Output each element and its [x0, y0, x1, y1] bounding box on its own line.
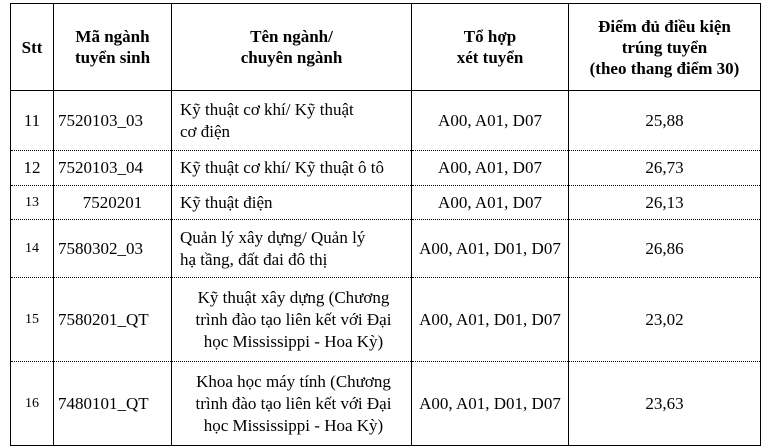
row-code: 7480101_QT: [54, 362, 172, 446]
header-code: Mã ngành tuyển sinh: [54, 4, 172, 91]
table-row: [11, 151, 761, 186]
row-name: Kỹ thuật cơ khí/ Kỹ thuật ô tô: [172, 151, 412, 186]
row-combo: A00, A01, D01, D07: [412, 362, 569, 446]
row-score: 26,73: [569, 151, 761, 186]
row-score: 25,88: [569, 91, 761, 151]
row-stt: 15: [11, 278, 54, 362]
row-code: 7580201_QT: [54, 278, 172, 362]
admission-score-table: [10, 3, 761, 446]
table-row: [11, 220, 761, 278]
row-code: 7520201: [54, 186, 172, 220]
row-combo: A00, A01, D07: [412, 186, 569, 220]
header-combo: Tổ hợp xét tuyển: [412, 4, 569, 91]
row-score: 26,13: [569, 186, 761, 220]
row-code: 7520103_04: [54, 151, 172, 186]
row-name: Kỹ thuật xây dựng (Chương trình đào tạo liên kết với Đại học Mississippi - Hoa Kỳ): [172, 278, 412, 362]
row-name: Kỹ thuật cơ khí/ Kỹ thuật cơ điện: [172, 91, 412, 151]
row-stt: 12: [11, 151, 54, 186]
row-combo: A00, A01, D07: [412, 91, 569, 151]
row-combo: A00, A01, D07: [412, 151, 569, 186]
row-name: Quản lý xây dựng/ Quản lý hạ tầng, đất đai đô thị: [172, 220, 412, 278]
row-name: Khoa học máy tính (Chương trình đào tạo liên kết với Đại học Mississippi - Hoa Kỳ): [172, 362, 412, 446]
row-stt: 13: [11, 186, 54, 220]
row-combo: A00, A01, D01, D07: [412, 220, 569, 278]
table-row: [11, 278, 761, 362]
table-row: [11, 91, 761, 151]
header-stt: Stt: [11, 4, 54, 91]
row-score: 23,63: [569, 362, 761, 446]
table-row: [11, 362, 761, 446]
row-score: 23,02: [569, 278, 761, 362]
row-stt: 16: [11, 362, 54, 446]
row-code: 7520103_03: [54, 91, 172, 151]
header-name: Tên ngành/ chuyên ngành: [172, 4, 412, 91]
row-score: 26,86: [569, 220, 761, 278]
row-combo: A00, A01, D01, D07: [412, 278, 569, 362]
row-stt: 11: [11, 91, 54, 151]
table-row: [11, 186, 761, 220]
row-name: Kỹ thuật điện: [172, 186, 412, 220]
row-stt: 14: [11, 220, 54, 278]
header-row: [11, 4, 761, 91]
header-score: Điểm đủ điều kiện trúng tuyển (theo thang điểm 30): [569, 4, 761, 91]
row-code: 7580302_03: [54, 220, 172, 278]
